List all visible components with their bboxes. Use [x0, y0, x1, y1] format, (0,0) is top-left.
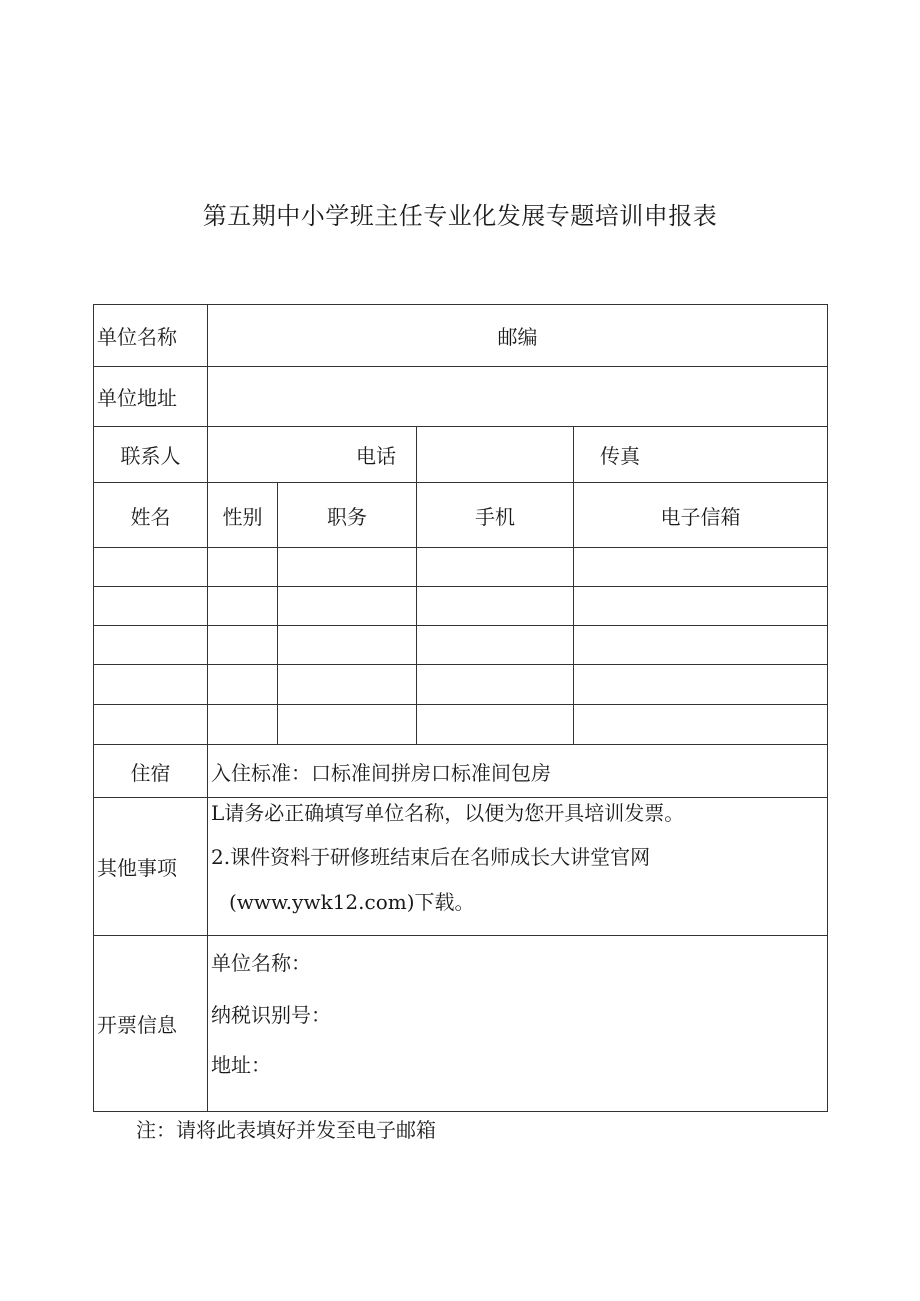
- unit-address-label: 单位地址: [94, 367, 208, 427]
- header-mobile: 手机: [417, 483, 574, 548]
- header-name: 姓名: [94, 483, 208, 548]
- participant-gender-field[interactable]: [208, 665, 278, 705]
- participant-email-field[interactable]: [574, 626, 828, 665]
- participant-position-field[interactable]: [278, 587, 417, 626]
- participant-email-field[interactable]: [574, 705, 828, 745]
- participant-row: [94, 548, 828, 587]
- unit-address-field[interactable]: [208, 367, 828, 427]
- participant-gender-field[interactable]: [208, 548, 278, 587]
- lodging-row: [94, 745, 828, 798]
- header-email: 电子信箱: [574, 483, 828, 548]
- other-line-3: (www.ywk12.com)下载。: [229, 890, 475, 914]
- participant-name-field[interactable]: [94, 665, 208, 705]
- invoice-content[interactable]: [208, 936, 828, 1112]
- phone-label: 电话: [356, 444, 396, 468]
- form-title: 第五期中小学班主任专业化发展专题培训申报表: [202, 202, 718, 230]
- invoice-row: [94, 936, 828, 1112]
- other-matters-content: [208, 798, 828, 936]
- unit-name-field[interactable]: [208, 305, 828, 367]
- participants-header-row: [94, 483, 828, 548]
- participant-row: [94, 705, 828, 745]
- application-form-table: [93, 304, 828, 1112]
- participant-position-field[interactable]: [278, 626, 417, 665]
- participant-position-field[interactable]: [278, 705, 417, 745]
- phone-label-cell: [208, 427, 417, 483]
- invoice-address: 地址：: [211, 1053, 271, 1077]
- participant-name-field[interactable]: [94, 626, 208, 665]
- unit-name-row: [94, 305, 828, 367]
- header-gender: 性别: [208, 483, 278, 548]
- other-matters-row: [94, 798, 828, 936]
- unit-name-label: 单位名称: [94, 305, 208, 367]
- participant-position-field[interactable]: [278, 665, 417, 705]
- contact-label: 联系人: [94, 427, 208, 483]
- footer-note: 注：请将此表填好并发至电子邮箱: [136, 1118, 436, 1142]
- other-line-1: L请务必正确填写单位名称，以便为您开具培训发票。: [211, 801, 685, 825]
- unit-address-row: [94, 367, 828, 427]
- participant-gender-field[interactable]: [208, 626, 278, 665]
- contact-row: [94, 427, 828, 483]
- postcode-label: 邮编: [497, 325, 538, 349]
- participant-gender-field[interactable]: [208, 705, 278, 745]
- participant-name-field[interactable]: [94, 548, 208, 587]
- header-position: 职务: [278, 483, 417, 548]
- participant-name-field[interactable]: [94, 705, 208, 745]
- participant-row: [94, 626, 828, 665]
- participant-mobile-field[interactable]: [417, 548, 574, 587]
- participant-gender-field[interactable]: [208, 587, 278, 626]
- lodging-options[interactable]: 入住标准：口标准间拼房口标准间包房: [208, 745, 828, 798]
- participant-mobile-field[interactable]: [417, 665, 574, 705]
- participant-email-field[interactable]: [574, 665, 828, 705]
- participant-position-field[interactable]: [278, 548, 417, 587]
- other-matters-label: 其他事项: [94, 798, 208, 936]
- participant-mobile-field[interactable]: [417, 587, 574, 626]
- participant-email-field[interactable]: [574, 587, 828, 626]
- invoice-label: 开票信息: [94, 936, 208, 1112]
- fax-label: 传真: [600, 444, 640, 468]
- fax-label-cell: [574, 427, 828, 483]
- participant-mobile-field[interactable]: [417, 705, 574, 745]
- participant-row: [94, 587, 828, 626]
- participant-mobile-field[interactable]: [417, 626, 574, 665]
- participant-email-field[interactable]: [574, 548, 828, 587]
- invoice-tax-id: 纳税识别号：: [211, 1003, 331, 1027]
- phone-field[interactable]: [417, 427, 574, 483]
- participant-row: [94, 665, 828, 705]
- other-line-2: 2.课件资料于研修班结束后在名师成长大讲堂官网: [211, 845, 651, 869]
- lodging-label: 住宿: [94, 745, 208, 798]
- invoice-unit-name: 单位名称：: [211, 951, 311, 975]
- participant-name-field[interactable]: [94, 587, 208, 626]
